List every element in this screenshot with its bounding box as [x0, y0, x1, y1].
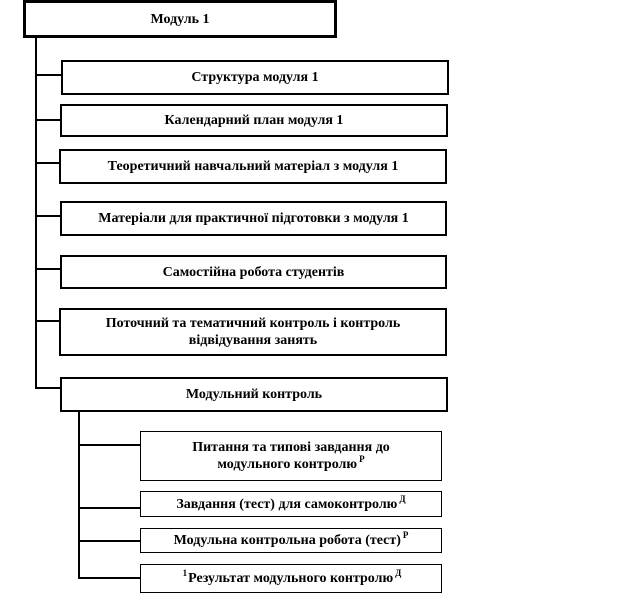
connector-practice	[35, 215, 62, 217]
connector-calendar	[35, 119, 62, 121]
sub-questions-box	[140, 431, 442, 481]
connector-structure	[35, 74, 62, 76]
section-current-control-label: Поточний та тематичний контроль і контроль відвідування занять	[105, 316, 401, 348]
sub-self-test-text	[176, 493, 406, 513]
root-module-box	[23, 0, 337, 38]
connector-self-test	[78, 507, 142, 509]
connector-result	[78, 577, 142, 579]
root-module-label: Модуль 1	[150, 11, 210, 27]
sub-result-text	[181, 570, 402, 587]
sub-module-test-box	[140, 528, 442, 553]
section-module-control-label: Модульний контроль	[185, 387, 323, 402]
connector-theory	[35, 162, 62, 164]
section-current-control-box	[59, 308, 447, 356]
sub-result-mark: Д	[395, 568, 402, 578]
sub-result-lead-mark: 1	[182, 568, 188, 578]
sub-spine-line	[78, 410, 80, 579]
section-calendar-label: Календарний план модуля 1	[164, 113, 344, 128]
connector-questions	[78, 444, 142, 446]
sub-module-test-label: Модульна контрольна робота (тест)	[173, 533, 401, 548]
sub-self-test-mark: Д	[399, 493, 406, 504]
main-spine-line	[35, 37, 37, 389]
sub-result-box	[140, 564, 442, 593]
sub-questions-text	[175, 439, 407, 473]
connector-module-control	[35, 387, 62, 389]
connector-self-study	[35, 268, 62, 270]
section-practice-box	[60, 201, 447, 236]
sub-questions-label: Питання та типові завдання до модульного контролю	[192, 440, 390, 472]
connector-current-control	[35, 320, 62, 322]
section-practice-label: Матеріали для практичної підготовки з модуля 1	[98, 211, 409, 226]
sub-result-label: Результат модульного контролю	[188, 571, 394, 586]
section-structure-box	[61, 60, 449, 95]
section-theory-label: Теоретичний навчальний матеріал з модуля 1	[107, 159, 399, 174]
sub-questions-mark: Р	[359, 454, 365, 464]
section-module-control-box	[60, 377, 448, 412]
sub-self-test-box	[140, 491, 442, 517]
section-self-study-label: Самостійна робота студентів	[162, 264, 345, 280]
connector-module-test	[78, 540, 142, 542]
section-theory-box	[59, 149, 447, 184]
section-self-study-box	[60, 255, 447, 289]
section-calendar-box	[60, 104, 448, 137]
sub-module-test-mark: Р	[402, 530, 409, 540]
sub-self-test-label: Завдання (тест) для самоконтролю	[176, 496, 398, 512]
section-structure-label: Структура модуля 1	[191, 70, 319, 85]
sub-module-test-text	[174, 532, 409, 549]
